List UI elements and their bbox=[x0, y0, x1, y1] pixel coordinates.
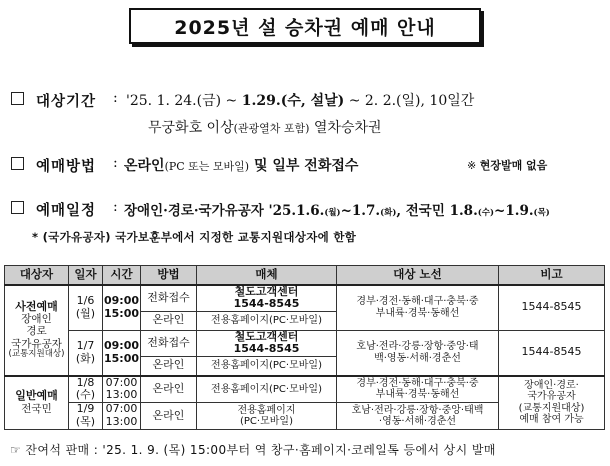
header-cell: 방법 bbox=[141, 266, 197, 285]
page-title: 2025년 설 승차권 예매 안내 bbox=[129, 8, 481, 44]
method-note: ※ 현장발매 없음 bbox=[467, 159, 548, 172]
media-cell: 전용홈페이지(PC·모바일) bbox=[197, 311, 337, 330]
table-row bbox=[5, 285, 605, 312]
time-cell: 07:00 13:00 bbox=[103, 403, 141, 430]
date-cell: 1/7 (화) bbox=[69, 330, 103, 375]
method-text: 온라인(PC 또는 모바일) 및 일부 전화접수 bbox=[124, 158, 359, 174]
period-label: 대상기간 bbox=[36, 94, 97, 110]
route-cell: 호남·전라·강릉·장항·중앙·태백 ·영동·서해·경춘선 bbox=[337, 403, 499, 430]
date-cell: 1/6 (월) bbox=[69, 285, 103, 331]
route-cell: 호남·전라·강릉·장항·중앙·태 백·영동·서해·경춘선 bbox=[337, 330, 499, 375]
method-colon: : bbox=[113, 155, 118, 171]
note-cell: 1544-8545 bbox=[499, 330, 605, 375]
table-header-row bbox=[5, 266, 605, 285]
media-cell: 철도고객센터 1544-8545 bbox=[197, 285, 337, 312]
period-line2: 무궁화호 이상(관광열차 포함) 열차승차권 bbox=[148, 120, 382, 136]
period-colon: : bbox=[113, 90, 118, 106]
method-label: 예매방법 bbox=[36, 159, 97, 175]
header-cell: 대상 노선 bbox=[337, 266, 499, 285]
route-cell: 경부·경전·동해·대구·충북·중 부내륙·경북·동해선 bbox=[337, 376, 499, 403]
time-cell: 09:00 15:00 bbox=[103, 285, 141, 331]
method-cell: 전화접수 bbox=[141, 285, 197, 312]
header-cell: 비고 bbox=[499, 266, 605, 285]
header-cell: 시간 bbox=[103, 266, 141, 285]
method-cell: 온라인 bbox=[141, 376, 197, 403]
schedule-footnote: * (국가유공자) 국가보훈부에서 지정한 교통지원대상자에 한함 bbox=[32, 230, 357, 244]
method-cell: 온라인 bbox=[141, 403, 197, 430]
schedule-label: 예매일정 bbox=[36, 203, 97, 219]
date-cell: 1/9 (목) bbox=[69, 403, 103, 430]
schedule-text: 장애인·경로·국가유공자 '25.1.6.(월)~1.7.(화), 전국민 1.8.(수)~1.9.(목) bbox=[124, 203, 550, 219]
table-row bbox=[5, 376, 605, 403]
route-cell: 경부·경전·동해·대구·충북·중 부내륙·경북·동해선 bbox=[337, 285, 499, 331]
schedule-table bbox=[4, 265, 605, 430]
media-cell: 전용홈페이지 (PC·모바일) bbox=[197, 403, 337, 430]
date-cell: 1/8 (수) bbox=[69, 376, 103, 403]
time-cell: 07:00 13:00 bbox=[103, 376, 141, 403]
schedule-colon: : bbox=[113, 199, 118, 215]
table-row bbox=[5, 330, 605, 356]
checkbox-icon bbox=[11, 157, 24, 170]
header-cell: 일자 bbox=[69, 266, 103, 285]
media-cell: 철도고객센터 1544-8545 bbox=[197, 330, 337, 356]
media-cell: 전용홈페이지(PC·모바일) bbox=[197, 357, 337, 376]
time-cell: 09:00 15:00 bbox=[103, 330, 141, 375]
note-cell: 1544-8545 bbox=[499, 285, 605, 331]
checkbox-icon bbox=[11, 201, 24, 214]
media-cell: 전용홈페이지(PC·모바일) bbox=[197, 376, 337, 403]
header-cell: 매체 bbox=[197, 266, 337, 285]
footer-note: ☞ 잔여석 판매 : '25. 1. 9. (목) 15:00부터 역 창구·홈페이지·코레일톡 등에서 상시 발매 bbox=[10, 443, 496, 457]
group-general: 일반예매 전국민 bbox=[5, 376, 69, 430]
header-cell: 대상자 bbox=[5, 266, 69, 285]
method-cell: 전화접수 bbox=[141, 330, 197, 356]
method-cell: 온라인 bbox=[141, 311, 197, 330]
checkbox-icon bbox=[11, 92, 24, 105]
period-dates: '25. 1. 24.(금) ~ 1.29.(수, 설날) ~ 2. 2.(일), 10일간 bbox=[126, 93, 475, 109]
note-cell: 장애인·경로· 국가유공자 (교통지원대상) 예매 참여 가능 bbox=[499, 376, 605, 430]
group-advance: 사전예매 장애인 경로 국가유공자 (교통지원대상) bbox=[5, 285, 69, 376]
method-cell: 온라인 bbox=[141, 357, 197, 376]
